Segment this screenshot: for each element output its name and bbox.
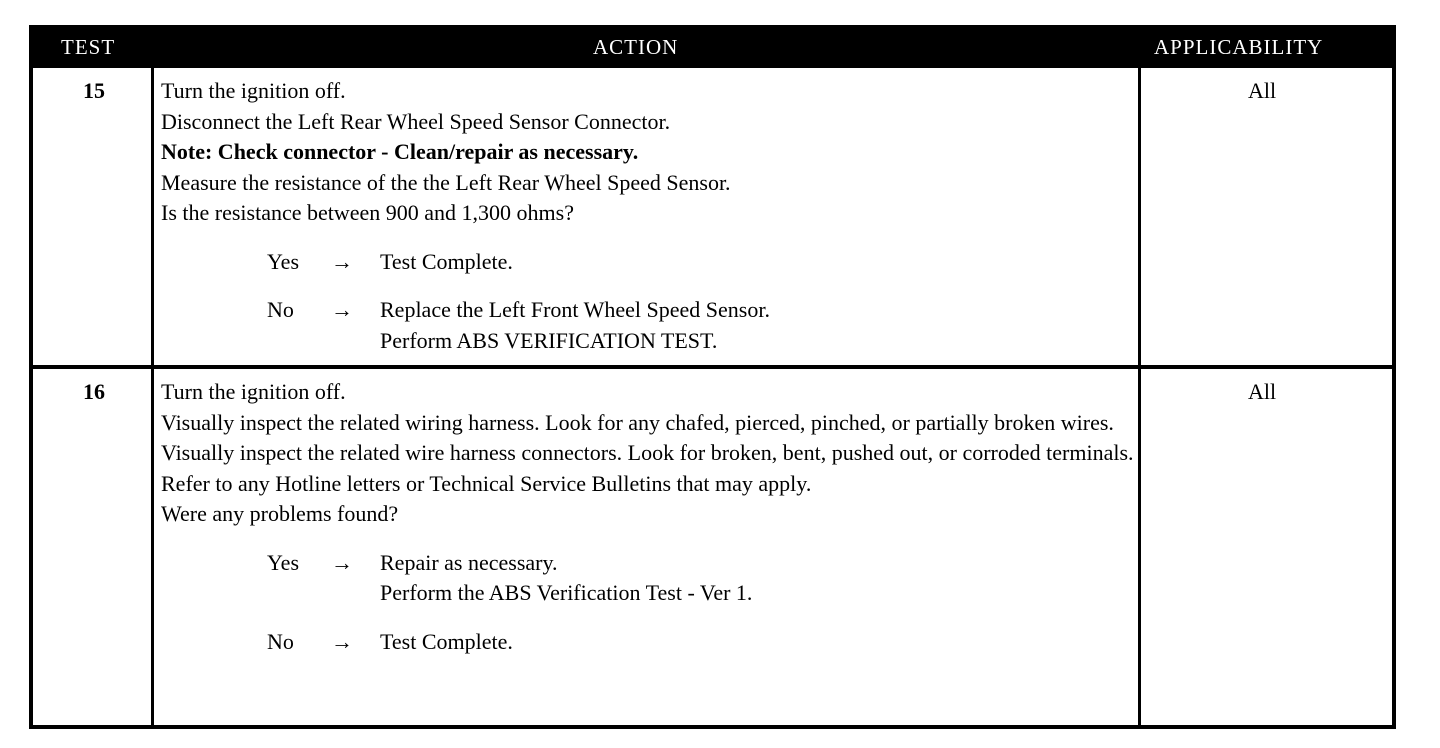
action-cell [161, 76, 1136, 356]
result-line: Repair as necessary. [380, 549, 558, 575]
applicability-value: All [1248, 78, 1277, 103]
action-line: Refer to any Hotline letters or Technical Service Bulletins that may apply. [161, 470, 812, 496]
result-line: Perform ABS VERIFICATION TEST. [380, 327, 718, 353]
arrow-right-icon: → [331, 297, 353, 322]
action-question: Were any problems found? [161, 501, 399, 526]
test-number: 16 [83, 379, 105, 404]
header-test: TEST [61, 35, 116, 59]
no-label: No [267, 297, 294, 322]
action-line: Turn the ignition off. [161, 379, 346, 404]
no-result [380, 295, 1136, 356]
yes-label: Yes [267, 248, 300, 274]
yes-branch [161, 548, 1136, 609]
no-branch [161, 627, 1136, 658]
action-line: Visually inspect the related wiring harness. Look for any chafed, pierced, pinched, or partially broken wires. [161, 409, 1114, 435]
yes-label: Yes [267, 549, 300, 575]
table-row [33, 68, 1392, 365]
action-line: Measure the resistance of the the Left Rear Wheel Speed Sensor. [161, 169, 731, 195]
yes-result [380, 247, 1136, 278]
action-line: Disconnect the Left Rear Wheel Speed Sensor Connector. [161, 108, 671, 134]
no-result [380, 627, 1136, 658]
arrow-right-icon: → [331, 628, 353, 654]
arrow-right-icon: → [331, 549, 353, 575]
action-note: Note: Check connector - Clean/repair as necessary. [161, 139, 639, 164]
arrow-right-icon: → [331, 248, 353, 274]
no-branch [161, 295, 1136, 356]
header-action: ACTION [593, 35, 679, 59]
action-line: Visually inspect the related wire harness connectors. Look for broken, bent, pushed out, or corroded terminals. [161, 440, 1134, 465]
action-line: Turn the ignition off. [161, 78, 346, 103]
yes-result [380, 548, 1136, 609]
action-question: Is the resistance between 900 and 1,300 ohms? [161, 200, 574, 225]
table-header [33, 29, 1392, 68]
header-applicability: APPLICABILITY [1154, 35, 1324, 59]
yes-branch [161, 247, 1136, 278]
diagnostic-test-table [29, 25, 1396, 729]
applicability-value: All [1248, 379, 1277, 404]
result-line: Replace the Left Front Wheel Speed Sensor. [380, 297, 770, 322]
action-cell [161, 377, 1136, 657]
table-row [33, 369, 1392, 725]
result-line: Perform the ABS Verification Test - Ver 1. [380, 580, 753, 605]
result-line: Test Complete. [380, 628, 513, 654]
no-label: No [267, 628, 294, 654]
result-line: Test Complete. [380, 248, 513, 274]
test-number: 15 [83, 78, 105, 103]
